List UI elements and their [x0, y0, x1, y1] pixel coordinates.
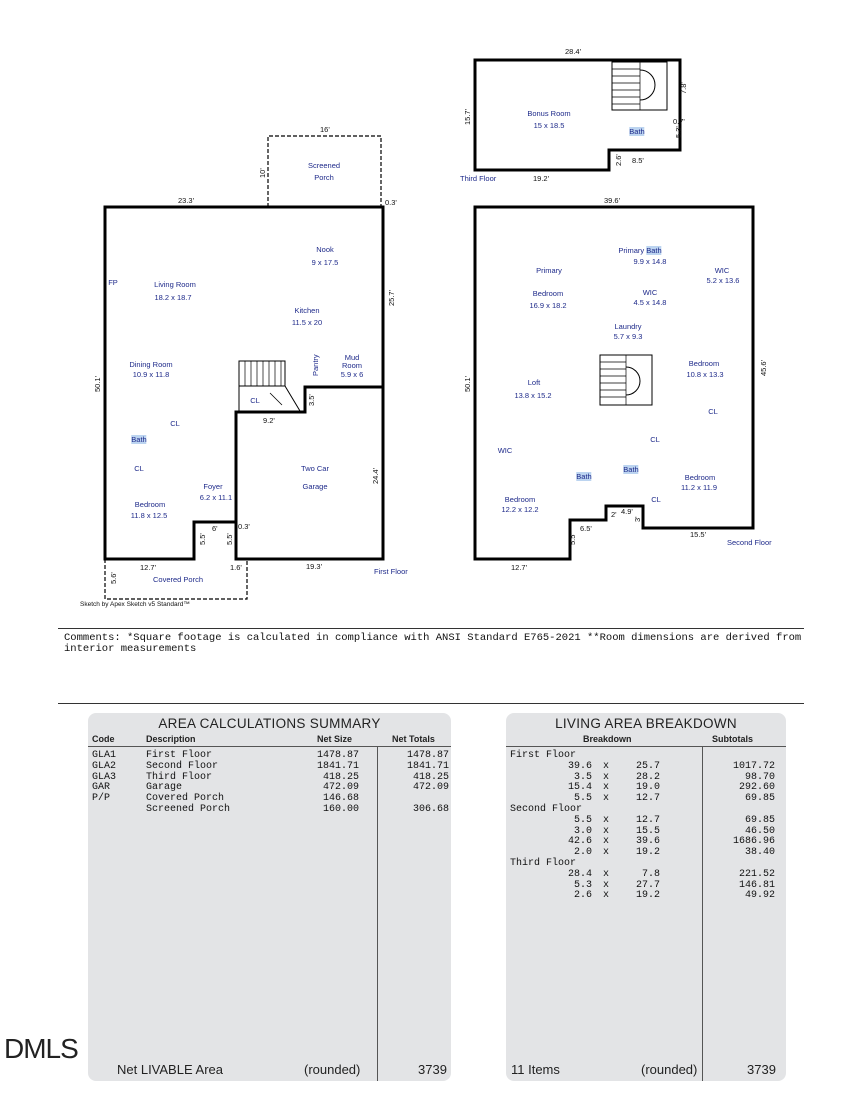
divider-bottom [58, 703, 804, 704]
breakdown-cell-a: 28.4 [567, 868, 592, 880]
dim-6: 6' [212, 524, 218, 533]
dim-50-1: 50.1' [93, 375, 102, 392]
breakdown-cell-times: x [603, 868, 610, 880]
room-primary-bedroom-dim: 16.9 x 18.2 [529, 301, 567, 310]
breakdown-cell-b: 39.6 [635, 836, 660, 848]
first-floor-stairs [239, 361, 285, 386]
breakdown-cell-b: 28.2 [635, 771, 660, 783]
breakdown-cell-a: 5.3 [573, 879, 592, 891]
breakdown-cell-a: 5.5 [573, 814, 592, 826]
breakdown-cell-times: x [603, 760, 610, 772]
summary-cell-code: GLA1 [92, 750, 117, 761]
first-floor-title: First Floor [374, 567, 408, 576]
dim-5-5a: 5.5' [198, 533, 207, 545]
dim-5-5-sf: 5.5' [568, 533, 577, 545]
room-garage: Two Car [301, 464, 329, 473]
room-dining-dim: 10.9 x 11.8 [132, 370, 170, 379]
summary-cell-net-totals: 306.68 [412, 804, 449, 815]
breakdown-cell-subtotal: 69.85 [744, 814, 775, 826]
room-loft-dim: 13.8 x 15.2 [514, 391, 552, 400]
room-bonus: Bonus Room [527, 109, 571, 118]
breakdown-footer-items: 11 Items [511, 1062, 560, 1077]
room-foyer: Foyer [203, 482, 223, 491]
summary-cell-code: GLA3 [92, 771, 117, 783]
summary-cell-net-size: 472.09 [322, 782, 359, 794]
summary-cell-net-size: 146.68 [322, 793, 359, 805]
dim-3: 3' [633, 516, 642, 522]
dim-24-4: 24.4' [371, 467, 380, 484]
dim-5-5b: 5.5' [225, 533, 234, 545]
room-bedroom-3: Bedroom [504, 495, 536, 504]
dim-8-5: 8.5' [632, 156, 644, 165]
room-bedroom-2: Bedroom [684, 473, 716, 482]
room-closet-1: CL [250, 396, 260, 405]
header-breakdown: Breakdown [583, 734, 632, 744]
dim-7-8: 7.8' [679, 82, 688, 94]
room-mud: Mud [344, 353, 360, 362]
dim-19-2: 19.2' [533, 174, 550, 183]
summary-cell-description: Third Floor [146, 771, 213, 783]
header-net-totals: Net Totals [392, 734, 435, 744]
room-bedroom-3-dim: 12.2 x 12.2 [501, 505, 539, 514]
breakdown-cell-times: x [603, 836, 610, 848]
breakdown-footer-value: 3739 [747, 1062, 776, 1077]
breakdown-cell-times: x [603, 814, 610, 826]
room-closet-3: CL [134, 464, 144, 473]
dim-10: 10' [258, 168, 267, 178]
room-garage-2: Garage [302, 482, 328, 491]
second-floor-title: Second Floor [727, 538, 772, 547]
breakdown-cell-subtotal: 98.70 [744, 771, 775, 783]
room-wic-1: WIC [714, 266, 730, 275]
room-primary: Primary [536, 266, 562, 275]
breakdown-cell-b: 7.8 [641, 868, 660, 880]
dim-23-3: 23.3' [178, 196, 195, 205]
room-foyer-dim: 6.2 x 11.1 [199, 493, 233, 502]
breakdown-cell-times: x [603, 879, 610, 891]
dmls-watermark: DMLS [4, 1033, 78, 1064]
room-fireplace: FP [108, 278, 118, 287]
summary-cell-code: GLA2 [92, 760, 117, 772]
dim-15-5: 15.5' [690, 530, 707, 539]
area-summary-panel [88, 713, 451, 1081]
room-pantry: Pantry [311, 354, 320, 376]
comments-text: Comments: *Square footage is calculated in compliance with ANSI Standard E765-2021 **Room dimensions are derived from interior measurements [64, 632, 802, 655]
breakdown-cell-times: x [603, 847, 610, 859]
breakdown-cell-subtotal: 292.60 [738, 782, 775, 794]
room-kitchen: Kitchen [294, 306, 320, 315]
summary-cell-net-totals: 418.25 [412, 771, 449, 783]
breakdown-cell-subtotal: 46.50 [744, 825, 775, 837]
dim-2-6: 2.6' [614, 154, 623, 166]
dim-50-1-sf: 50.1' [463, 375, 472, 392]
room-closet-2: CL [170, 419, 180, 428]
breakdown-cell-a: 39.6 [567, 760, 592, 772]
breakdown-cell-subtotal: 69.85 [744, 793, 775, 805]
breakdown-cell-times: x [603, 771, 610, 783]
room-living-dim: 18.2 x 18.7 [154, 293, 192, 302]
breakdown-cell-b: 19.0 [635, 782, 660, 794]
breakdown-cell-b: 19.2 [635, 847, 660, 859]
dim-9-2: 9.2' [263, 416, 275, 425]
room-primary-bath: Primary Bath [618, 246, 662, 255]
breakdown-cell-b: 27.7 [635, 879, 660, 891]
room-laundry-dim: 5.7 x 9.3 [613, 332, 643, 341]
summary-cell-description: First Floor [146, 750, 213, 761]
living-breakdown-panel [506, 713, 786, 1081]
screened-porch-outline [268, 136, 381, 207]
room-primary-bedroom: Bedroom [532, 289, 564, 298]
breakdown-cell-times: x [603, 825, 610, 837]
breakdown-header-rule [506, 746, 786, 747]
summary-cell-description: Screened Porch [146, 804, 231, 815]
summary-cell-code: GAR [92, 782, 111, 794]
dim-39-6: 39.6' [604, 196, 621, 205]
third-floor-outline [475, 60, 680, 170]
summary-cell-description: Second Floor [146, 760, 219, 772]
header-subtotals: Subtotals [712, 734, 754, 744]
summary-footer-label: Net LIVABLE Area [117, 1062, 223, 1077]
room-bath-1: Bath [623, 465, 639, 474]
room-wic-2-dim: 4.5 x 14.8 [633, 298, 667, 307]
living-breakdown-title: LIVING AREA BREAKDOWN [555, 716, 737, 731]
header-net-size: Net Size [317, 734, 353, 744]
room-living: Living Room [154, 280, 196, 289]
room-nook-dim: 9 x 17.5 [311, 258, 339, 267]
summary-cell-description: Garage [146, 782, 183, 794]
dim-3-5: 3.5' [307, 394, 316, 406]
breakdown-cell-b: 12.7 [635, 814, 660, 826]
breakdown-section-label: Second Floor [510, 804, 583, 815]
column-rule [377, 746, 378, 1081]
room-bedroom: Bedroom [134, 500, 166, 509]
breakdown-cell-subtotal: 146.81 [738, 879, 775, 891]
third-floor-title: Third Floor [460, 174, 497, 183]
dim-6-5: 6.5' [580, 524, 592, 533]
breakdown-cell-b: 25.7 [635, 760, 660, 772]
room-nook: Nook [316, 245, 334, 254]
header-description: Description [146, 734, 196, 744]
dim-2: 2' [611, 510, 617, 519]
breakdown-section-label: Third Floor [510, 858, 577, 869]
summary-cell-code: P/P [92, 793, 111, 805]
breakdown-cell-a: 2.6 [573, 890, 592, 902]
breakdown-cell-subtotal: 1686.96 [732, 836, 775, 848]
room-wic-3: WIC [497, 446, 513, 455]
dim-19-3: 19.3' [306, 562, 323, 571]
divider-top [58, 628, 804, 629]
breakdown-footer-rounded: (rounded) [641, 1062, 698, 1077]
summary-footer-value: 3739 [418, 1062, 447, 1077]
dim-5-3: 5.3' [674, 126, 683, 138]
dim-12-7: 12.7' [140, 563, 157, 572]
breakdown-cell-times: x [603, 890, 610, 902]
breakdown-cell-b: 19.2 [635, 890, 660, 902]
breakdown-cell-times: x [603, 793, 610, 805]
room-bedroom-1: Bedroom [688, 359, 720, 368]
summary-cell-net-size: 418.25 [322, 771, 359, 783]
summary-cell-net-totals: 472.09 [412, 782, 449, 794]
breakdown-cell-subtotal: 221.52 [738, 868, 775, 880]
dim-5-6: 5.6' [109, 572, 118, 584]
header-rule [88, 746, 451, 747]
room-covered-porch: Covered Porch [152, 575, 204, 584]
room-primary-bath-dim: 9.9 x 14.8 [633, 257, 667, 266]
dim-15-7: 15.7' [463, 108, 472, 125]
dim-16: 16' [320, 125, 330, 134]
room-bath: Bath [131, 435, 147, 444]
room-dining: Dining Room [129, 360, 173, 369]
breakdown-cell-subtotal: 49.92 [744, 890, 775, 902]
garage-walls [236, 387, 383, 559]
room-closet-c: CL [651, 495, 661, 504]
breakdown-cell-a: 42.6 [567, 836, 592, 848]
room-wic-1-dim: 5.2 x 13.6 [706, 276, 740, 285]
room-wic-2: WIC [642, 288, 658, 297]
breakdown-cell-a: 3.0 [573, 825, 592, 837]
breakdown-cell-a: 3.5 [573, 771, 592, 783]
summary-footer-rounded: (rounded) [304, 1062, 361, 1077]
breakdown-cell-a: 5.5 [573, 793, 592, 805]
room-closet-a: CL [708, 407, 718, 416]
dim-4-9: 4.9' [621, 507, 633, 516]
dim-0-7: 0.7' [673, 117, 685, 126]
room-mud-2: Room [341, 361, 363, 370]
dim-1-6: 1.6' [230, 563, 242, 572]
summary-cell-net-totals: 1478.87 [406, 750, 449, 761]
room-laundry: Laundry [614, 322, 642, 331]
summary-cell-description: Covered Porch [146, 793, 225, 805]
room-bonus-dim: 15 x 18.5 [533, 121, 565, 130]
room-bath-2: Bath [576, 472, 592, 481]
breakdown-column-rule [702, 746, 703, 1081]
dim-45-6: 45.6' [759, 359, 768, 376]
breakdown-cell-times: x [603, 782, 610, 794]
breakdown-cell-b: 15.5 [635, 825, 660, 837]
dim-12-7-sf: 12.7' [511, 563, 528, 572]
breakdown-cell-a: 2.0 [573, 847, 592, 859]
room-bath-tf: Bath [629, 127, 645, 136]
breakdown-cell-subtotal: 1017.72 [732, 760, 775, 772]
sketch-credit: Sketch by Apex Sketch v5 Standard™ [80, 601, 190, 608]
summary-cell-net-size: 1841.71 [316, 760, 359, 772]
room-kitchen-dim: 11.5 x 20 [291, 318, 323, 327]
area-summary-title: AREA CALCULATIONS SUMMARY [158, 716, 381, 731]
breakdown-cell-a: 15.4 [567, 782, 592, 794]
summary-cell-net-size: 160.00 [322, 804, 359, 815]
room-bedroom-dim: 11.8 x 12.5 [130, 511, 168, 520]
room-bedroom-2-dim: 11.2 x 11.9 [681, 483, 717, 492]
breakdown-cell-b: 12.7 [635, 793, 660, 805]
room-loft: Loft [527, 378, 541, 387]
room-bedroom-1-dim: 10.8 x 13.3 [686, 370, 724, 379]
dim-0-3b: 0.3' [238, 522, 250, 531]
dim-25-7: 25.7' [387, 289, 396, 306]
summary-cell-net-totals: 1841.71 [406, 760, 449, 772]
room-mud-dim: 5.9 x 6 [340, 370, 364, 379]
breakdown-section-label: First Floor [510, 750, 577, 761]
room-closet-b: CL [650, 435, 660, 444]
summary-cell-net-size: 1478.87 [316, 750, 359, 761]
dim-28-4: 28.4' [565, 47, 582, 56]
room-screened-porch-2: Porch [314, 173, 334, 182]
dim-0-3a: 0.3' [385, 198, 397, 207]
breakdown-cell-subtotal: 38.40 [744, 847, 775, 859]
room-screened-porch: Screened [307, 161, 341, 170]
header-code: Code [92, 734, 115, 744]
